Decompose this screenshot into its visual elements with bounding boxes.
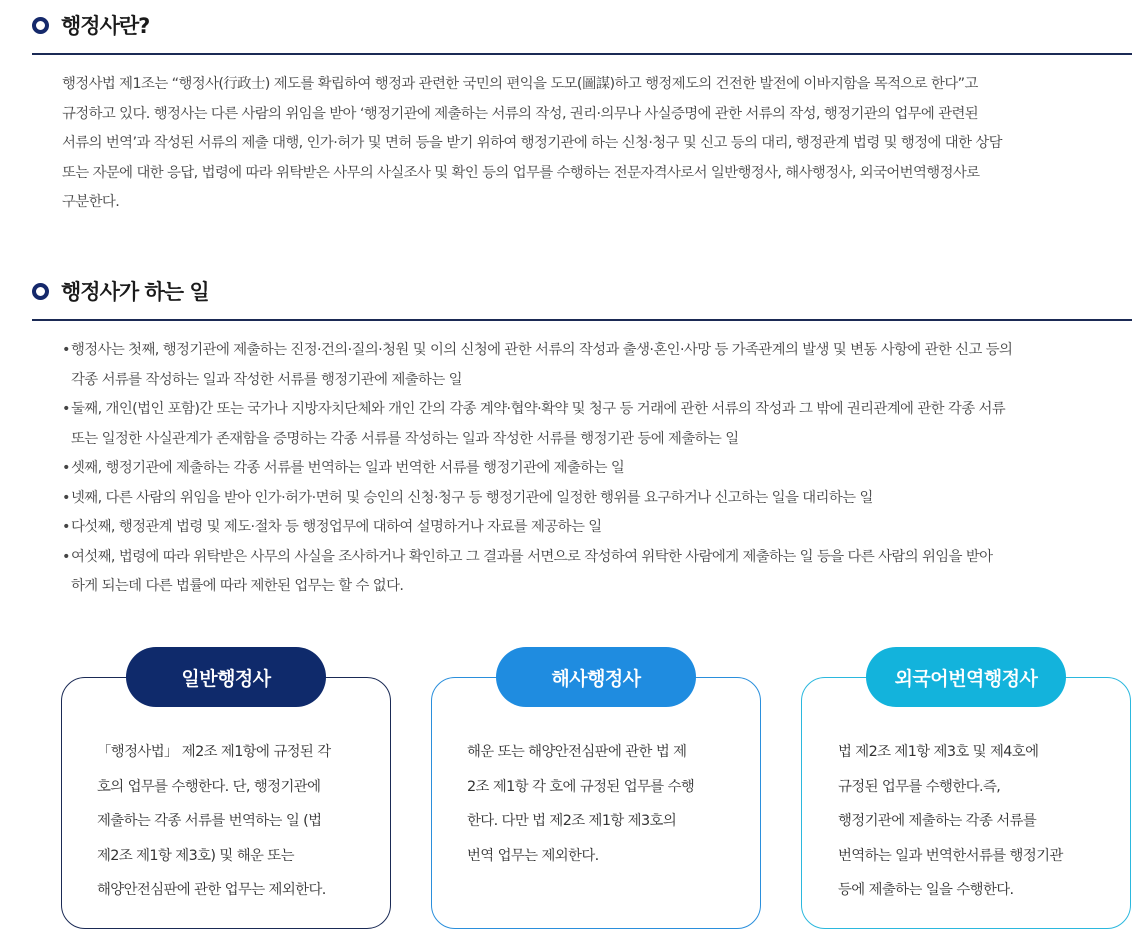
list-item bbox=[62, 484, 1132, 514]
circle-bullet-icon bbox=[32, 17, 49, 34]
list-item-line: 여섯째, 법령에 따라 위탁받은 사무의 사실을 조사하거나 확인하고 그 결과를 서면으로 작성하여 위탁한 사람에게 제출하는 일 등을 다른 사람의 위임을 받아 bbox=[71, 548, 993, 565]
list-item-line: 넷째, 다른 사람의 위임을 받아 인가·허가·면허 및 승인의 신청·청구 등 행정기관에 일정한 행위를 요구하거나 신고하는 일을 대리하는 일 bbox=[71, 489, 873, 506]
card-line: 규정된 업무를 수행한다.즉, bbox=[838, 778, 1001, 795]
card-description bbox=[838, 735, 1063, 908]
section-title: 행정사가 하는 일 bbox=[61, 280, 209, 304]
list-item bbox=[62, 395, 1132, 454]
circle-bullet-icon bbox=[32, 283, 49, 300]
list-item-line: 하게 되는데 다른 법률에 따라 제한된 업무는 할 수 없다. bbox=[71, 578, 404, 594]
bullet-dot-icon: • bbox=[62, 489, 70, 506]
card-line: 번역하는 일과 번역한서류를 행정기관 bbox=[838, 847, 1063, 864]
list-item bbox=[62, 454, 1132, 484]
intro-paragraph bbox=[62, 70, 1122, 218]
list-item-line: 또는 일정한 사실관계가 존재함을 증명하는 각종 서류를 작성하는 일과 작성한 서류를 행정기관 등에 제출하는 일 bbox=[71, 430, 739, 447]
paragraph-line: 서류의 번역’과 작성된 서류의 제출 대행, 인가·허가 및 면허 등을 받기 위하여 행정기관에 하는 신청·청구 및 신고 등의 대리, 행정관계 법령 및 행정에 대한 상담 bbox=[62, 135, 1002, 151]
card-line: 해운 또는 해양안전심판에 관한 법 제 bbox=[467, 744, 687, 760]
list-item bbox=[62, 513, 1132, 543]
duties-list bbox=[62, 336, 1132, 602]
bullet-dot-icon: • bbox=[62, 548, 70, 565]
card-line: 「행정사법」 제2조 제1항에 규정된 각 bbox=[97, 744, 331, 760]
card-line: 한다. 다만 법 제2조 제1항 제3호의 bbox=[467, 813, 677, 829]
card-line: 행정기관에 제출하는 각종 서류를 bbox=[838, 813, 1037, 829]
card-line: 해양안전심판에 관한 업무는 제외한다. bbox=[97, 882, 326, 898]
bullet-dot-icon: • bbox=[62, 401, 70, 417]
paragraph-line: 규정하고 있다. 행정사는 다른 사람의 위임을 받아 ‘행정기관에 제출하는 서류의 작성, 권리·의무나 사실증명에 관한 서류의 작성, 행정기관의 업무에 관련된 bbox=[62, 105, 979, 122]
section-header-what-is bbox=[32, 10, 149, 40]
section-divider bbox=[32, 319, 1132, 321]
card-description bbox=[97, 735, 331, 908]
card-line: 제2조 제1항 제3호) 및 해운 또는 bbox=[97, 847, 294, 864]
paragraph-line: 또는 자문에 대한 응답, 법령에 따라 위탁받은 사무의 사실조사 및 확인 등의 업무를 수행하는 전문자격사로서 일반행정사, 해사행정사, 외국어번역행정사로 bbox=[62, 164, 980, 181]
paragraph-line: 구분한다. bbox=[62, 194, 120, 210]
list-item-line: 각종 서류를 작성하는 일과 작성한 서류를 행정기관에 제출하는 일 bbox=[71, 371, 462, 388]
card-title-badge: 일반행정사 bbox=[126, 647, 326, 707]
list-item-line: 둘째, 개인(법인 포함)간 또는 국가나 지방자치단체와 개인 간의 각종 계약·협약·확약 및 청구 등 거래에 관한 서류의 작성과 그 밖에 권리관계에 관한 각종 서류 bbox=[71, 401, 1006, 417]
list-item-line: 행정사는 첫째, 행정기관에 제출하는 진정·건의·질의·청원 및 이의 신청에 관한 서류의 작성과 출생·혼인·사망 등 가족관계의 발생 및 변동 사항에 관한 신고 등의 bbox=[71, 342, 1013, 358]
section-title: 행정사란? bbox=[61, 14, 150, 38]
paragraph-line: 행정사법 제1조는 “행정사(行政士) 제도를 확립하여 행정과 관련한 국민의 편익을 도모(圖謀)하고 행정제도의 건전한 발전에 이바지함을 목적으로 한다”고 bbox=[62, 76, 978, 92]
list-item-line: 셋째, 행정기관에 제출하는 각종 서류를 번역하는 일과 번역한 서류를 행정기관에 제출하는 일 bbox=[71, 460, 625, 476]
list-item bbox=[62, 336, 1132, 395]
bullet-dot-icon: • bbox=[62, 519, 70, 535]
card-line: 번역 업무는 제외한다. bbox=[467, 847, 599, 864]
card-title-badge: 해사행정사 bbox=[496, 647, 696, 707]
section-divider bbox=[32, 53, 1132, 55]
list-item bbox=[62, 543, 1132, 602]
card-line: 호의 업무를 수행한다. 단, 행정기관에 bbox=[97, 778, 321, 795]
section-header-duties bbox=[32, 276, 209, 306]
card-description bbox=[467, 735, 694, 873]
card-line: 법 제2조 제1항 제3호 및 제4호에 bbox=[838, 744, 1039, 760]
card-line: 제출하는 각종 서류를 번역하는 일 (법 bbox=[97, 813, 322, 829]
card-title-badge: 외국어번역행정사 bbox=[866, 647, 1066, 707]
card-line: 등에 제출하는 일을 수행한다. bbox=[838, 882, 1014, 898]
bullet-dot-icon: • bbox=[62, 460, 70, 476]
card-line: 2조 제1항 각 호에 규정된 업무를 수행 bbox=[467, 778, 695, 795]
bullet-dot-icon: • bbox=[62, 342, 70, 358]
list-item-line: 다섯째, 행정관계 법령 및 제도·절차 등 행정업무에 대하여 설명하거나 자료를 제공하는 일 bbox=[71, 519, 602, 535]
